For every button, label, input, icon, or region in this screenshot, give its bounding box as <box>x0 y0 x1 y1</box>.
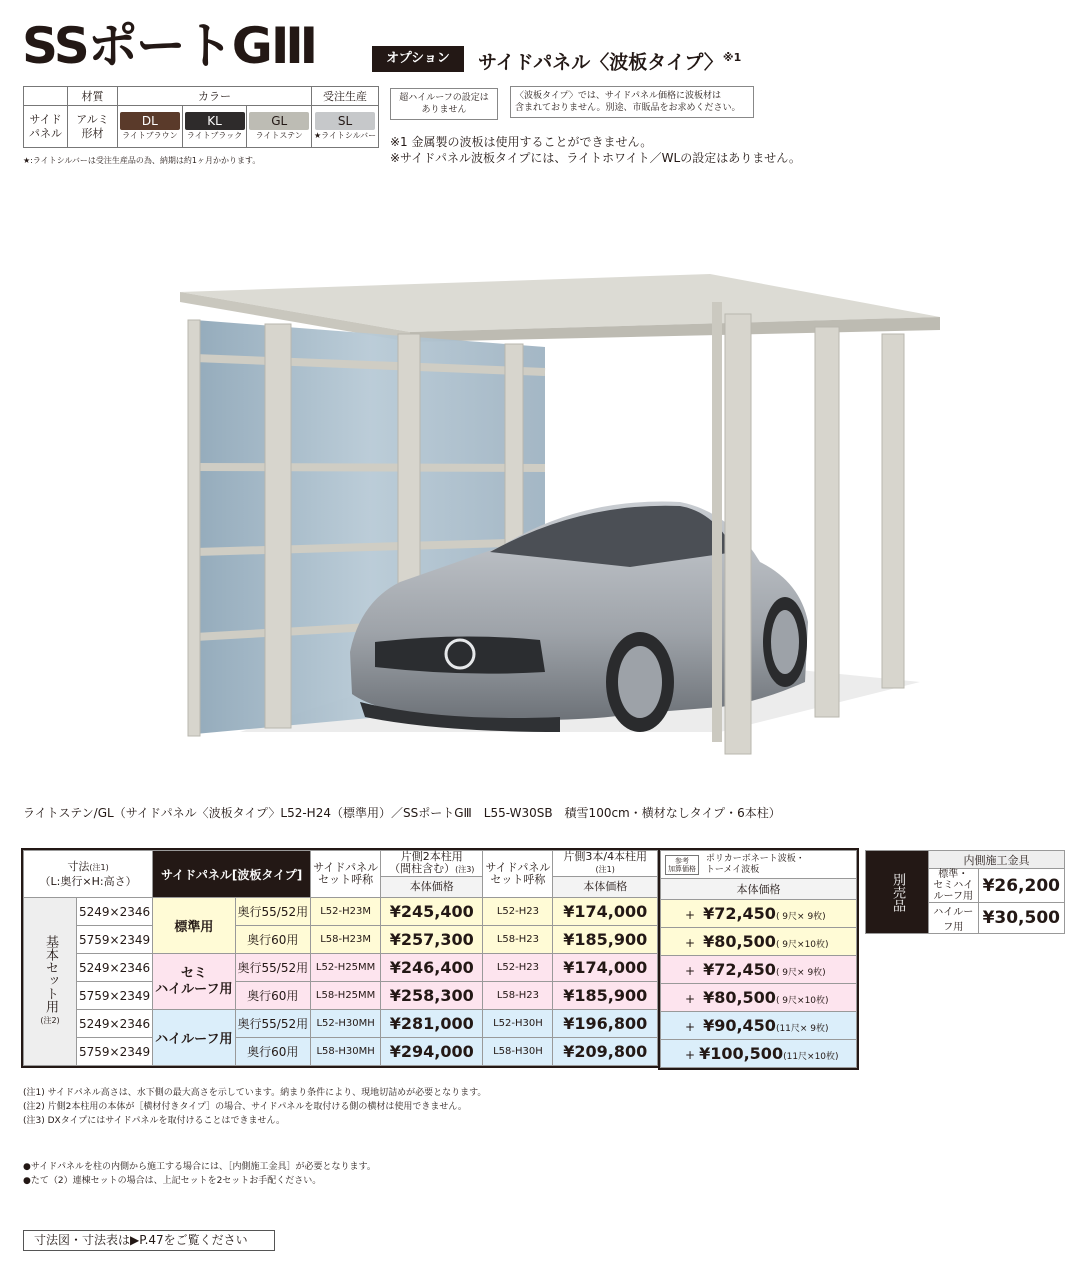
basic-set-note: (注2) <box>40 1015 60 1025</box>
ref-price: ¥72,450 <box>703 904 776 923</box>
swatch-gl: GL <box>249 112 309 130</box>
dim-header <box>24 851 153 898</box>
page-reference: 寸法図・寸法表は▶P.47をご覧ください <box>23 1230 275 1251</box>
ref-row <box>661 1040 857 1068</box>
ref-sub: ( 9尺× 9枚) <box>775 912 826 922</box>
group-semi-1: セミ <box>180 965 207 981</box>
price-table <box>23 850 658 1066</box>
ref-sub: (11尺× 9枚) <box>775 1024 829 1034</box>
set-name-header-a <box>311 851 381 898</box>
color-swatch-sl <box>312 106 379 148</box>
group-semi-2: ハイルーフ用 <box>155 981 233 997</box>
ref-row <box>661 984 857 1012</box>
material-color-table <box>23 86 379 148</box>
side-panel-header: サイドパネル[波板タイプ] <box>153 851 311 898</box>
material-footnote: ★:ライトシルバーは受注生産品の為、納期は約1ヶ月かかります。 <box>23 156 261 165</box>
swatch-kl-name: ライトブラック <box>186 130 243 140</box>
table-notes <box>23 1086 486 1128</box>
code4-cell: L52-H23 <box>483 898 553 926</box>
code4-cell: L58-H30H <box>483 1038 553 1066</box>
code4-cell: L52-H30H <box>483 1010 553 1038</box>
separate-row-label-1: 標準・ <box>938 869 969 880</box>
depth-cell: 奥行60用 <box>235 1038 311 1066</box>
ref-plus: + <box>685 1048 696 1062</box>
group-label-high: ハイルーフ用 <box>153 1010 235 1066</box>
basic-set-label <box>24 898 77 1066</box>
diagonal-corner <box>24 87 68 106</box>
ref-title-2: トーメイ波板 <box>705 864 760 875</box>
depth-cell: 奥行55/52用 <box>235 954 311 982</box>
high-roof-notice-1: 超ハイルーフの設定は <box>399 93 489 103</box>
separate-title: 内側施工金具 <box>929 851 1065 869</box>
material-header: 材質 <box>68 87 118 106</box>
four-post-1: 片側3本/4本柱用 <box>563 850 648 863</box>
ref-plus: + <box>685 936 696 950</box>
set-name-b-1: サイドパネル <box>485 861 551 874</box>
ref-price: ¥80,500 <box>703 988 776 1007</box>
dim-cell: 5249×2346 <box>77 954 153 982</box>
dim-cell: 5759×2349 <box>77 982 153 1010</box>
separate-row-label-2: セミハイルーフ用 <box>933 880 974 902</box>
option-title <box>478 44 741 76</box>
price2-cell: ¥281,000 <box>381 1010 483 1038</box>
four-post-header <box>553 851 658 877</box>
carport-illustration <box>160 262 950 772</box>
dim-header-2: （L:奥行×H:高さ） <box>39 874 137 888</box>
dim-header-note: (注1) <box>89 862 109 872</box>
price4-cell: ¥196,800 <box>553 1010 658 1038</box>
basic-set-label-text: 基本セット用 <box>43 934 58 1013</box>
price4-cell: ¥185,900 <box>553 926 658 954</box>
two-post-header <box>381 851 483 877</box>
ref-price: ¥100,500 <box>699 1044 784 1063</box>
code4-cell: L52-H23 <box>483 954 553 982</box>
material-2: 形材 <box>81 126 104 140</box>
page-title: SSポートGⅢ <box>22 17 317 75</box>
bullet-1: ●サイドパネルを柱の内側から施工する場合には、［内側施工金具］が必要となります。 <box>23 1162 376 1172</box>
ref-title <box>706 854 805 876</box>
code2-cell: L52-H30MH <box>311 1010 381 1038</box>
price4-cell: ¥209,800 <box>553 1038 658 1066</box>
depth-cell: 奥行55/52用 <box>235 898 311 926</box>
code2-cell: L58-H25MM <box>311 982 381 1010</box>
option-badge: オプション <box>372 46 464 72</box>
ref-row <box>661 1012 857 1040</box>
price4-cell: ¥174,000 <box>553 954 658 982</box>
ref-plus: + <box>685 992 696 1006</box>
ref-plus: + <box>685 1020 696 1034</box>
two-post-2: （間柱含む） <box>389 862 456 875</box>
dim-cell: 5759×2349 <box>77 1038 153 1066</box>
front-post <box>725 314 751 754</box>
ref-header <box>661 851 857 879</box>
swatch-kl: KL <box>185 112 245 130</box>
separate-row-price: ¥26,200 <box>978 869 1064 903</box>
set-name-b-2: セット呼称 <box>490 873 546 886</box>
bullet-notes <box>23 1160 376 1188</box>
row-label <box>24 106 68 148</box>
ref-title-1: ポリカーボネート波板・ <box>705 853 805 864</box>
color-swatch-kl <box>182 106 247 148</box>
row-label-2: パネル <box>29 126 62 140</box>
price2-cell: ¥246,400 <box>381 954 483 982</box>
ref-row <box>661 900 857 928</box>
ref-price: ¥90,450 <box>703 1016 776 1035</box>
note-3: (注3) DXタイプにはサイドパネルを取付けることはできません。 <box>23 1116 285 1126</box>
option-title-text: サイドパネル〈波板タイプ〉 <box>478 51 723 74</box>
ref-price: ¥80,500 <box>703 932 776 951</box>
material-value <box>68 106 118 148</box>
ref-sub: ( 9尺×10枚) <box>775 996 829 1006</box>
color-swatch-gl <box>247 106 312 148</box>
price2-cell: ¥258,300 <box>381 982 483 1010</box>
ref-row <box>661 928 857 956</box>
depth-cell: 奥行60用 <box>235 982 311 1010</box>
price2-cell: ¥294,000 <box>381 1038 483 1066</box>
body-price-header-a: 本体価格 <box>381 877 483 898</box>
set-name-a-1: サイドパネル <box>313 861 379 874</box>
note-2: (注2) 片側2本柱用の本体が［横材付きタイプ］の場合、サイドパネルを取付ける側の横材は使用できません。 <box>23 1102 467 1112</box>
price2-cell: ¥245,400 <box>381 898 483 926</box>
two-post-note: (注3) <box>455 865 475 874</box>
group-label-semi-high <box>153 954 235 1010</box>
price4-cell: ¥174,000 <box>553 898 658 926</box>
code2-cell: L52-H23M <box>311 898 381 926</box>
code2-cell: L58-H23M <box>311 926 381 954</box>
code4-cell: L58-H23 <box>483 926 553 954</box>
option-notes <box>390 134 801 166</box>
corrugated-notice-1: 〈波板タイプ〉では、サイドパネル価格に波板材は <box>515 91 722 101</box>
separate-sale-table <box>865 850 1065 934</box>
set-name-header-b <box>483 851 553 898</box>
note-1: (注1) サイドパネル高さは、水下側の最大高さを示しています。納まり条件により、現地切詰めが必要となります。 <box>23 1088 487 1098</box>
ref-sub: ( 9尺×10枚) <box>775 940 829 950</box>
dim-cell: 5249×2346 <box>77 1010 153 1038</box>
ref-row <box>661 956 857 984</box>
swatch-sl-name: ★ライトシルバー <box>313 130 377 140</box>
depth-cell: 奥行60用 <box>235 926 311 954</box>
ref-plus: + <box>685 964 696 978</box>
ref-tag-1: 参考 <box>675 856 689 865</box>
swatch-gl-name: ライトステン <box>255 130 303 140</box>
set-name-a-2: セット呼称 <box>318 873 374 886</box>
ref-price: ¥72,450 <box>703 960 776 979</box>
body-price-header-b: 本体価格 <box>553 877 658 898</box>
bullet-2: ●たて（2）連棟セットの場合は、上記セットを2セットお手配ください。 <box>23 1176 322 1186</box>
ref-plus: + <box>685 908 696 922</box>
color-swatch-dl <box>118 106 183 148</box>
downpipe <box>712 302 722 742</box>
code2-cell: L52-H25MM <box>311 954 381 982</box>
corrugated-notice <box>510 86 754 118</box>
illustration-caption: ライトステン/GL（サイドパネル〈波板タイプ〉L52-H24（標準用）／SSポートGⅢ L55-W30SB 積雪100cm・横材なしタイプ・6本柱） <box>23 806 781 820</box>
material-1: アルミ <box>76 112 109 126</box>
ref-tag-2: 加算価格 <box>668 864 696 873</box>
corrugated-notice-2: 含まれておりません。別途、市販品をお求めください。 <box>515 103 741 113</box>
four-post-note: (注1) <box>595 865 615 874</box>
separate-side-label-text: 別売品 <box>890 872 905 912</box>
separate-side-label <box>866 851 929 934</box>
group-label-standard: 標準用 <box>153 898 235 954</box>
dim-header-1: 寸法 <box>67 859 90 873</box>
swatch-dl: DL <box>120 112 180 130</box>
row-label-1: サイド <box>29 112 62 126</box>
ref-body-price: 本体価格 <box>661 879 857 900</box>
code4-cell: L58-H23 <box>483 982 553 1010</box>
ref-sub: (11尺×10枚) <box>783 1052 839 1062</box>
price4-cell: ¥185,900 <box>553 982 658 1010</box>
reference-price-table <box>660 850 857 1068</box>
dim-cell: 5249×2346 <box>77 898 153 926</box>
order-header: 受注生産 <box>312 87 379 106</box>
option-note-1: ※1 金属製の波板は使用することができません。 <box>390 135 653 149</box>
dim-cell: 5759×2349 <box>77 926 153 954</box>
option-note-2: ※サイドパネル波板タイプには、ライトホワイト／WLの設定はありません。 <box>390 151 801 165</box>
high-roof-notice <box>390 88 498 120</box>
two-post-1: 片側2本柱用 <box>400 850 463 863</box>
option-note-mark: ※1 <box>722 51 742 64</box>
color-header: カラー <box>118 87 312 106</box>
depth-cell: 奥行55/52用 <box>235 1010 311 1038</box>
separate-row-label: ハイルーフ用 <box>929 903 979 934</box>
ref-sub: ( 9尺× 9枚) <box>775 968 826 978</box>
swatch-dl-name: ライトブラウン <box>122 130 178 140</box>
swatch-sl: SL <box>315 112 375 130</box>
high-roof-notice-2: ありません <box>421 105 467 115</box>
price2-cell: ¥257,300 <box>381 926 483 954</box>
separate-row-label <box>929 869 979 903</box>
code2-cell: L58-H30MH <box>311 1038 381 1066</box>
ref-tag <box>665 855 699 875</box>
separate-row-price: ¥30,500 <box>978 903 1064 934</box>
